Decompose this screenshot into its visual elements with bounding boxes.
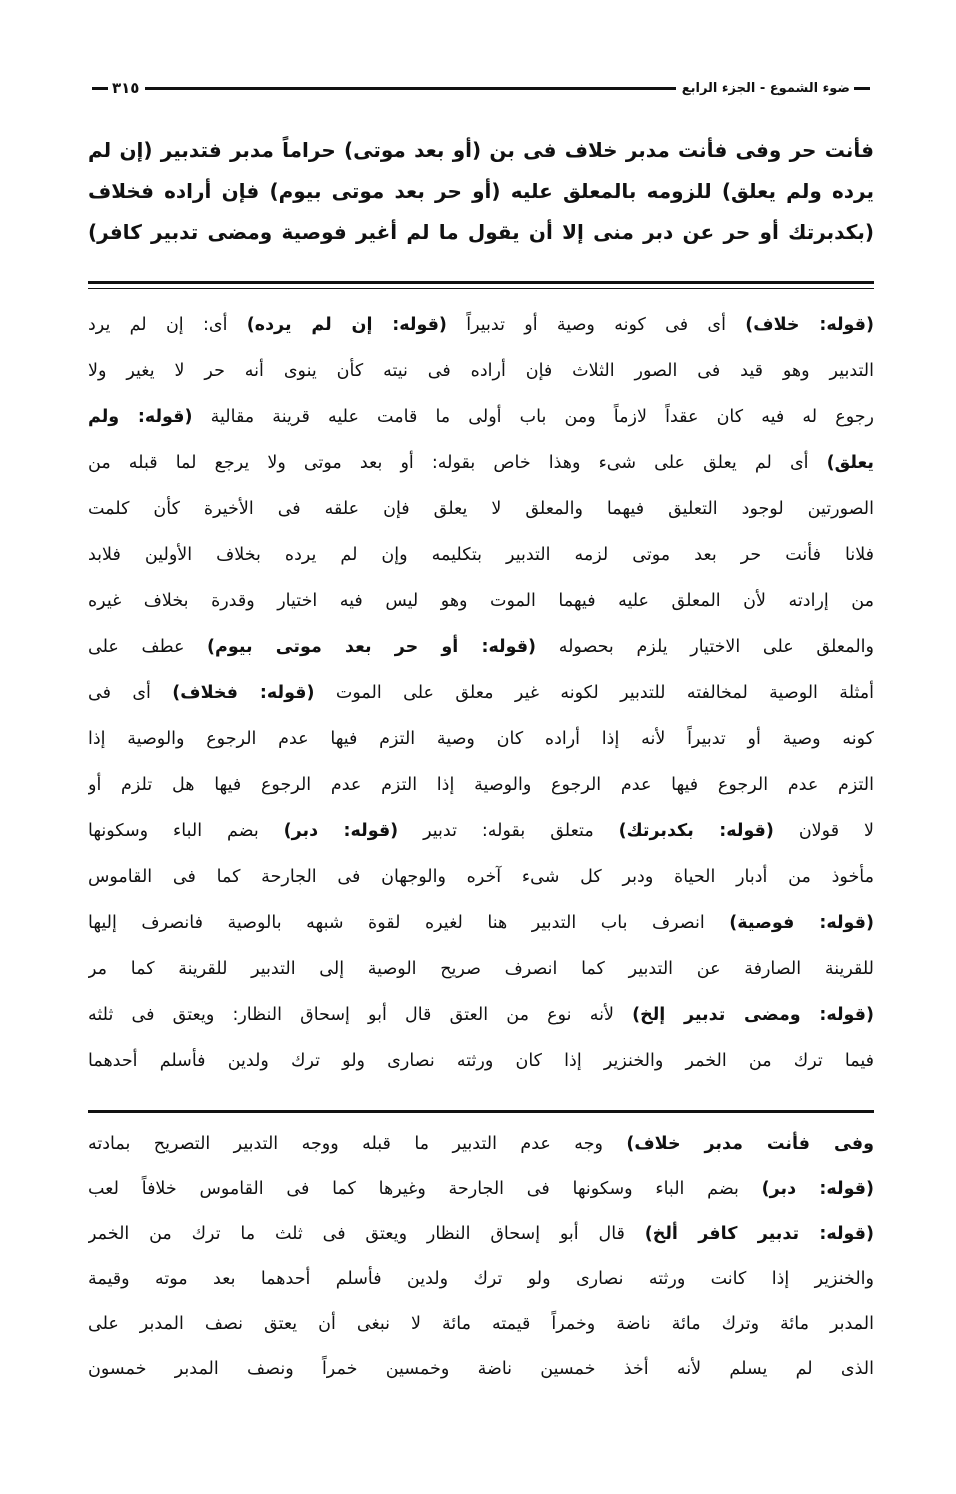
text-segment: لا قولان [773, 821, 874, 841]
text-segment: قال أبو إسحاق النظار ويعتق فى ثلث ما ترك من الخمر [88, 1224, 645, 1244]
footnote-divider [88, 1110, 874, 1113]
text-segment: التدبير وهو قيد فى الصور الثلاث فإن أراده فى نيته كأن ينوى أنه حر لا يغير ولا [88, 361, 874, 381]
commentary [88, 302, 874, 1084]
text-segment: وجه عدم التدبير ما قبله ووجه التدبير التصريح بمادته [88, 1134, 627, 1154]
quoted-lemma: وفى فأنت مدبر خلاف) [626, 1134, 874, 1154]
quoted-lemma: (قوله: دبر) [283, 821, 399, 841]
running-header [88, 76, 874, 100]
text-line [88, 532, 874, 578]
text-line [88, 171, 874, 212]
quoted-lemma: (قوله: أو حر بعد موتى بيوم) [207, 637, 537, 657]
quoted-lemma: (قوله: إن لم يرده) [246, 315, 447, 335]
text-line [88, 1257, 874, 1302]
text-segment: متعلق بقوله: تدبير [398, 821, 619, 841]
text-segment: كونه وصية أو تدبيراً لأنه إذا أراده كان وصية التزم فيها عدم الرجوع والوصية إذا [88, 729, 874, 749]
header-dash [92, 87, 108, 90]
text-segment: أى: إن لم يرد [88, 315, 247, 335]
text-segment: أمثلة الوصية لمخالفته للتدبير لكونه غير معلق على الموت [314, 683, 874, 703]
text-line [88, 302, 874, 348]
quoted-lemma: فأنت حر وفى فأنت مدبر خلاف فى بن (أو بعد موتى) حراماً مدبر فتدبير (إن لم [88, 138, 874, 162]
quoted-lemma: (قوله: فوصية) [729, 913, 874, 933]
text-segment: أى فى [88, 683, 173, 703]
header-rule [145, 87, 675, 90]
text-line [88, 130, 874, 171]
text-segment: الصورتين لوجود التعليق فيهما والمعلق لا يعلق فإن علقه فى الأخيرة كأن كلمت [88, 499, 874, 519]
text-segment: من إرادته لأن المعلق عليه فيهما الموت وهو ليس فيه اختيار وقدرة بخلاف غيره [88, 591, 874, 611]
section-divider [88, 281, 874, 289]
text-line [88, 348, 874, 394]
text-line [88, 808, 874, 854]
text-segment: بضم الباء وسكونها [88, 821, 284, 841]
text-line [88, 1347, 874, 1392]
text-line [88, 1038, 874, 1084]
text-line [88, 716, 874, 762]
text-line [88, 624, 874, 670]
text-segment: المدبر مائة وترك مائة ناضة وخمراً قيمته مائة لا نبغى أن يعتق نصف المدبر على [88, 1314, 874, 1334]
text-line [88, 578, 874, 624]
text-line [88, 1212, 874, 1257]
text-segment: عطف على [88, 637, 208, 657]
text-segment: للقرينة الصارفة عن التدبير كما انصرف صريح الوصية إلى التدبير للقرينة كما مر [88, 959, 874, 979]
text-line [88, 440, 874, 486]
text-line [88, 670, 874, 716]
page-number: ٣١٥ [112, 79, 140, 97]
text-segment: لأنه نوع من العتق قال أبو إسحاق النظار: ويعتق فى ثلثه [88, 1005, 633, 1025]
book-title: ضوء الشموع - الجزء الرابع [681, 80, 850, 96]
text-line [88, 486, 874, 532]
text-line [88, 1302, 874, 1347]
text-segment: أى لم يعلق على شىء وهذا خاص بقوله: أو بعد موتى ولا يرجع لما قبله من [88, 453, 827, 473]
text-line [88, 854, 874, 900]
text-segment: الذى لم يسلم لأنه أخذ خمسين ناضة وخمسين خمراً ونصف المدبر خمسون [88, 1359, 874, 1379]
text-segment: بضم الباء وسكونها فى الجارحة وغيرها كما فى القاموس خلافاً لعب [88, 1179, 762, 1199]
text-segment: فلانا فأنت حر بعد موتى لزمه التدبير بتكليمه وإن لم يرده بخلاف الأولين فلابد [88, 545, 874, 565]
text-segment: فيما ترك من الخمر والخنزير إذا كان ورثته نصارى ولو ترك ولدين فأسلم أحدهما [88, 1051, 874, 1071]
text-line [88, 946, 874, 992]
quoted-lemma: (قوله: دبر) [761, 1179, 874, 1199]
text-segment: والمعلق على الاختيار يلزم بحصوله [536, 637, 874, 657]
text-segment: رجوع له فيه كان عقداً لازماً ومن باب أولى ما قامت عليه قرينة مقالية [192, 407, 874, 427]
quoted-lemma: (قوله: ولم [88, 407, 193, 427]
quoted-lemma: يعلق) [826, 453, 874, 473]
text-line [88, 1122, 874, 1167]
quoted-lemma: (قوله: فخلاف) [172, 683, 315, 703]
quoted-lemma: يرده ولم يعلق) للزومه بالمعلق عليه (أو حر بعد موتى بيوم) فإن أراده فخلاف [88, 179, 874, 203]
text-line [88, 212, 874, 253]
text-line [88, 900, 874, 946]
quoted-lemma: (بكدبرتك أو حر عن دبر منى إلا أن يقول ما لم أغير فوصية ومضى تدبير كافر) [88, 220, 874, 244]
text-line [88, 762, 874, 808]
text-segment: والخنزير إذا كانت ورثته نصارى ولو ترك ولدين فأسلم أحدهما بعد موته وقيمة [88, 1269, 874, 1289]
quoted-lemma: (قوله: ومضى تدبير إلخ) [632, 1005, 874, 1025]
text-segment: مأخوذ من أدبار الحياة ودبر كل شىء آخره والوجهان فى الجارحة كما فى القاموس [88, 867, 874, 887]
quoted-lemma: (قوله: بكدبرتك) [618, 821, 774, 841]
text-segment: التزم عدم الرجوع فيها عدم الرجوع والوصية إذا التزم عدم الرجوع فيها هل تلزم أو [88, 775, 874, 795]
text-line [88, 1167, 874, 1212]
footnote [88, 1122, 874, 1392]
text-segment: انصرف باب التدبير هنا لغيره لقوة شبهه بالوصية فانصرف إليها [88, 913, 730, 933]
text-line [88, 992, 874, 1038]
quoted-lemma: (قوله: تدبير كافر ألخ) [644, 1224, 874, 1244]
main-text [88, 130, 874, 253]
text-line [88, 394, 874, 440]
header-dash [854, 87, 870, 90]
text-segment: أى فى كونه وصية أو تدبيراً [446, 315, 746, 335]
quoted-lemma: (قوله: خلاف) [745, 315, 874, 335]
